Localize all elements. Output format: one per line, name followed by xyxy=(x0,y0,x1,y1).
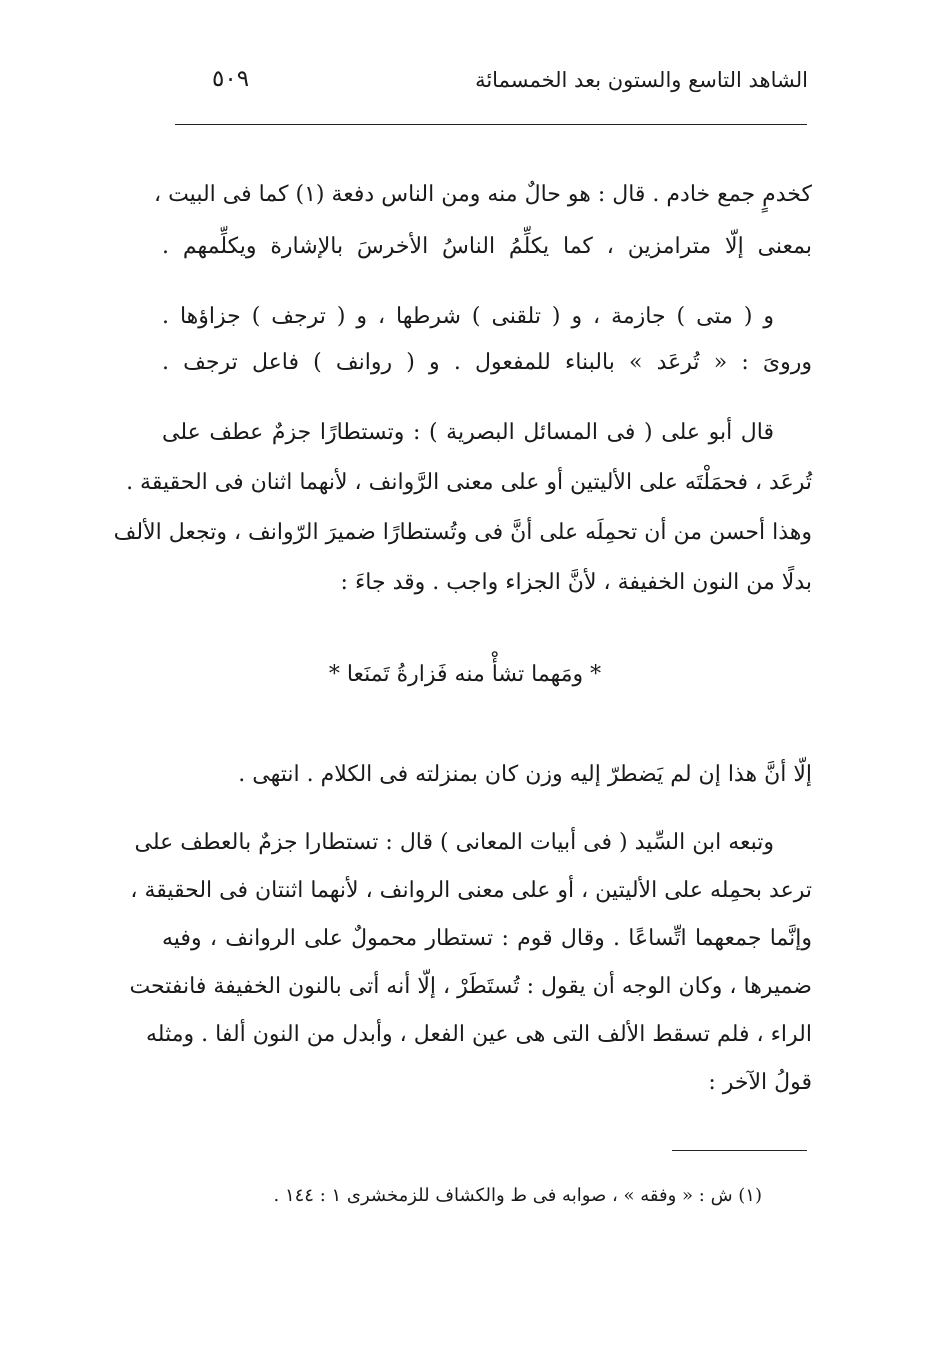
paragraph-5-line-5: الراء ، فلم تسقط الألف التى هى عين الفعل ، وأبدل من النون ألفا . ومثله xyxy=(146,1022,812,1047)
paragraph-3-line-2: تُرعَد ، فحمَلْتَه على الأليتين أو على معنى الرَّوانف ، لأنهما اثنان فى الحقيقة . xyxy=(126,470,812,495)
running-header xyxy=(168,68,808,102)
paragraph-5-line-4: ضميرها ، وكان الوجه أن يقول : تُستَطَرْ ، إلّا أنه أتى بالنون الخفيفة فانفتحت xyxy=(129,974,812,999)
verse-line: * ومَهما تشأْ منه فَزارةُ تَمنَعا * xyxy=(328,662,602,687)
page-number: ٥٠٩ xyxy=(212,66,250,92)
paragraph-5-line-2: ترعد بحمِله على الأليتين ، أو على معنى الروانف ، لأنهما اثنتان فى الحقيقة ، xyxy=(130,878,812,903)
paragraph-3-line-4: بدلًا من النون الخفيفة ، لأنَّ الجزاء واجب . وقد جاءَ : xyxy=(340,570,812,595)
paragraph-4-line-1: إلّا أنَّ هذا إن لم يَضطرّ إليه وزن كان بمنزلته فى الكلام . انتهى . xyxy=(238,762,812,787)
paragraph-3-line-1: قال أبو على ( فى المسائل البصرية ) : وتستطارًا جزمٌ عطف على xyxy=(162,420,774,445)
paragraph-2-line-2: وروىَ : « تُرعَد » بالبناء للمفعول . و ( روانف ) فاعل ترجف . xyxy=(162,350,812,375)
paragraph-2-line-1: و ( متى ) جازمة ، و ( تلقنى ) شرطها ، و ( ترجف ) جزاؤها . xyxy=(162,304,774,329)
paragraph-3-line-3: وهذا أحسن من أن تحمِلَه على أنَّ فى وتُستطارًا ضميرَ الرّوانف ، وتجعل الألف xyxy=(113,520,812,545)
paragraph-5-line-3: وإنَّما جمعهما اتِّساعًا . وقال قوم : تستطار محمولٌ على الروانف ، وفيه xyxy=(162,926,812,951)
header-divider xyxy=(175,124,807,125)
paragraph-5-line-6: قولُ الآخر : xyxy=(708,1070,812,1095)
paragraph-5-line-1: وتبعه ابن السِّيد ( فى أبيات المعانى ) قال : تستطارا جزمٌ بالعطف على xyxy=(134,830,774,855)
footnote-divider xyxy=(672,1150,807,1151)
paragraph-1-line-2: بمعنى إلّا مترامزين ، كما يكلِّمُ الناسُ الأخرسَ بالإشارة ويكلِّمهم . xyxy=(162,234,813,259)
paragraph-1-line-1: كخدمٍ جمع خادم . قال : هو حالٌ منه ومن الناس دفعة (١) كما فى البيت ، xyxy=(153,182,812,207)
footnote: (١) ش : « وفقه » ، صوابه فى ط والكشاف للزمخشرى ١ : ١٤٤ . xyxy=(273,1185,762,1206)
header-title: الشاهد التاسع والستون بعد الخمسمائة xyxy=(475,68,808,92)
